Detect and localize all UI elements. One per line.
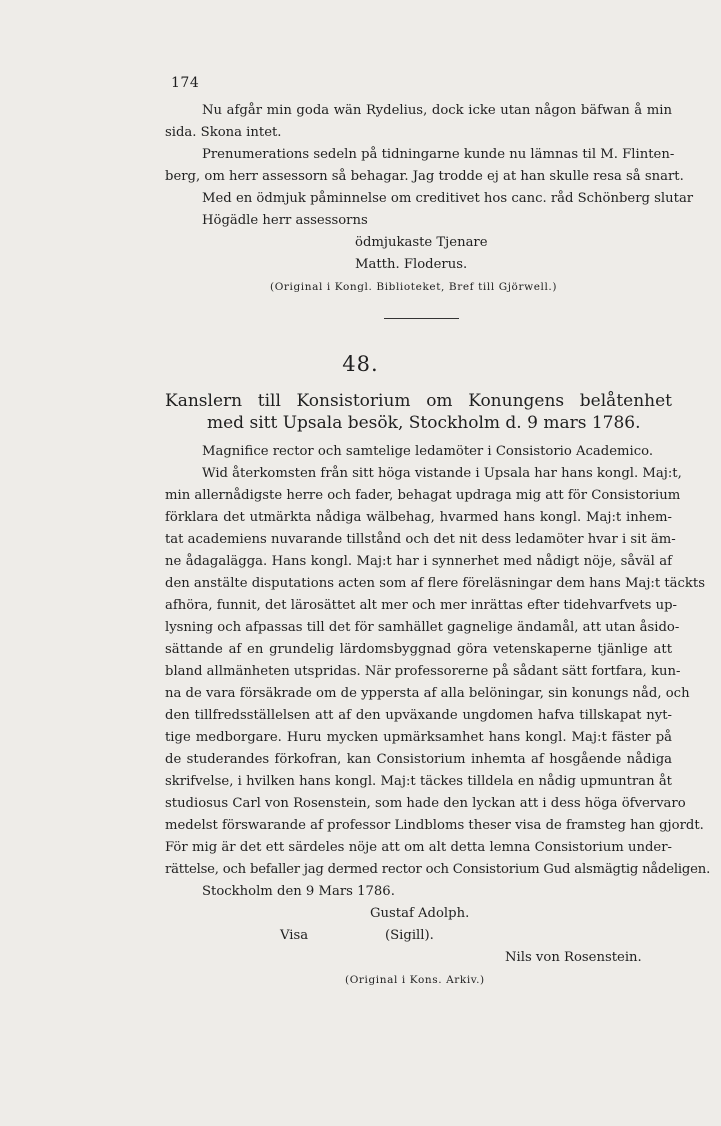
text-line: lysning och afpassas till det för samhället gagnelige ändamål, att utan åsido- xyxy=(165,620,680,635)
visa-seal-row xyxy=(165,925,672,947)
page-number: 174 xyxy=(171,75,200,91)
text-line: medelst förswarande af professor Lindbloms theser visa de framsteg han gjordt. xyxy=(165,818,704,833)
text-line: förklara det utmärkta nådiga wälbehag, hvarmed hans kongl. Maj:t inhem- xyxy=(165,510,672,525)
text-line: bland allmänheten utspridas. När professorerne på sådant sätt fortfara, kun- xyxy=(165,664,681,679)
section-divider xyxy=(384,318,459,319)
letter-signature: Matth. Floderus. xyxy=(355,257,468,272)
letter-closing: ödmjukaste Tjenare xyxy=(355,235,488,250)
seal-label: (Sigill). xyxy=(385,928,434,943)
text-line: min allernådigste herre och fader, behagat updraga mig att för Consistorium xyxy=(165,488,681,503)
place-date: Stockholm den 9 Mars 1786. xyxy=(202,884,395,899)
text-line: Högädle herr assessorns xyxy=(202,213,368,228)
text-line: sättande af en grundelig lärdomsbyggnad göra vetenskaperne tjänlige att xyxy=(165,642,672,657)
text-line: afhöra, funnit, det lärosättet alt mer och mer inrättas efter tidehvarfvets up- xyxy=(165,598,678,613)
source-note: (Original i Kons. Arkiv.) xyxy=(345,974,485,986)
title-line: Kanslern till Konsistorium om Konungens belåtenhet xyxy=(165,391,672,411)
text-line: Wid återkomsten från sitt höga vistande i Upsala har hans kongl. Maj:t, xyxy=(202,466,682,481)
text-line: berg, om herr assessorn så behagar. Jag trodde ej at han skulle resa så snart. xyxy=(165,169,684,184)
text-line: den anstälte disputations acten som af flere föreläsningar dem hans Maj:t täckts xyxy=(165,576,705,591)
text-line: sida. Skona intet. xyxy=(165,125,282,140)
text-line: tat academiens nuvarande tillstånd och det nit dess ledamöter hvar i sit äm- xyxy=(165,532,676,547)
title-line: med sitt Upsala besök, Stockholm d. 9 mars 1786. xyxy=(207,413,641,433)
text-line: rättelse, och befaller jag dermed rector och Consistorium Gud alsmägtig nådeligen. xyxy=(165,862,711,877)
countersign-name: Nils von Rosenstein. xyxy=(505,950,642,965)
text-line: na de vara försäkrade om de yppersta af alla belöningar, sin konungs nåd, och xyxy=(165,686,690,701)
text-line: de studerandes förkofran, kan Consistorium inhemta af hosgående nådiga xyxy=(165,752,672,767)
text-line: tige medborgare. Huru mycken upmärksamhet hans kongl. Maj:t fäster på xyxy=(165,730,672,745)
text-line: Prenumerations sedeln på tidningarne kunde nu lämnas til M. Flinten- xyxy=(202,147,675,162)
text-line: Magnifice rector och samtelige ledamöter i Consistorio Academico. xyxy=(202,444,654,459)
visa-label: Visa xyxy=(280,928,309,943)
source-note: (Original i Kongl. Biblioteket, Bref till Gjörwell.) xyxy=(270,281,558,293)
signer-name: Gustaf Adolph. xyxy=(370,906,470,921)
text-line: Nu afgår min goda wän Rydelius, dock icke utan någon bäfwan å min xyxy=(202,103,672,118)
letter-body xyxy=(165,441,711,991)
letter-floderus xyxy=(165,100,694,298)
document-title xyxy=(165,390,672,434)
text-line: Med en ödmjuk påminnelse om creditivet hos canc. råd Schönberg slutar xyxy=(202,191,694,206)
text-line: För mig är det ett särdeles nöje att om alt detta lemna Consistorium under- xyxy=(165,840,672,855)
text-line: ne ådagalägga. Hans kongl. Maj:t har i synnerhet med nådigt nöje, såväl af xyxy=(165,554,672,569)
text-line: studiosus Carl von Rosenstein, som hade den lyckan att i dess höga öfvervaro xyxy=(165,796,686,811)
document-number: 48. xyxy=(342,352,379,376)
text-line: den tillfredsställelsen att af den upväxande ungdomen hafva tillskapat nyt- xyxy=(165,708,672,723)
text-line: skrifvelse, i hvilken hans kongl. Maj:t täckes tilldela en nådig upmuntran åt xyxy=(165,774,672,789)
